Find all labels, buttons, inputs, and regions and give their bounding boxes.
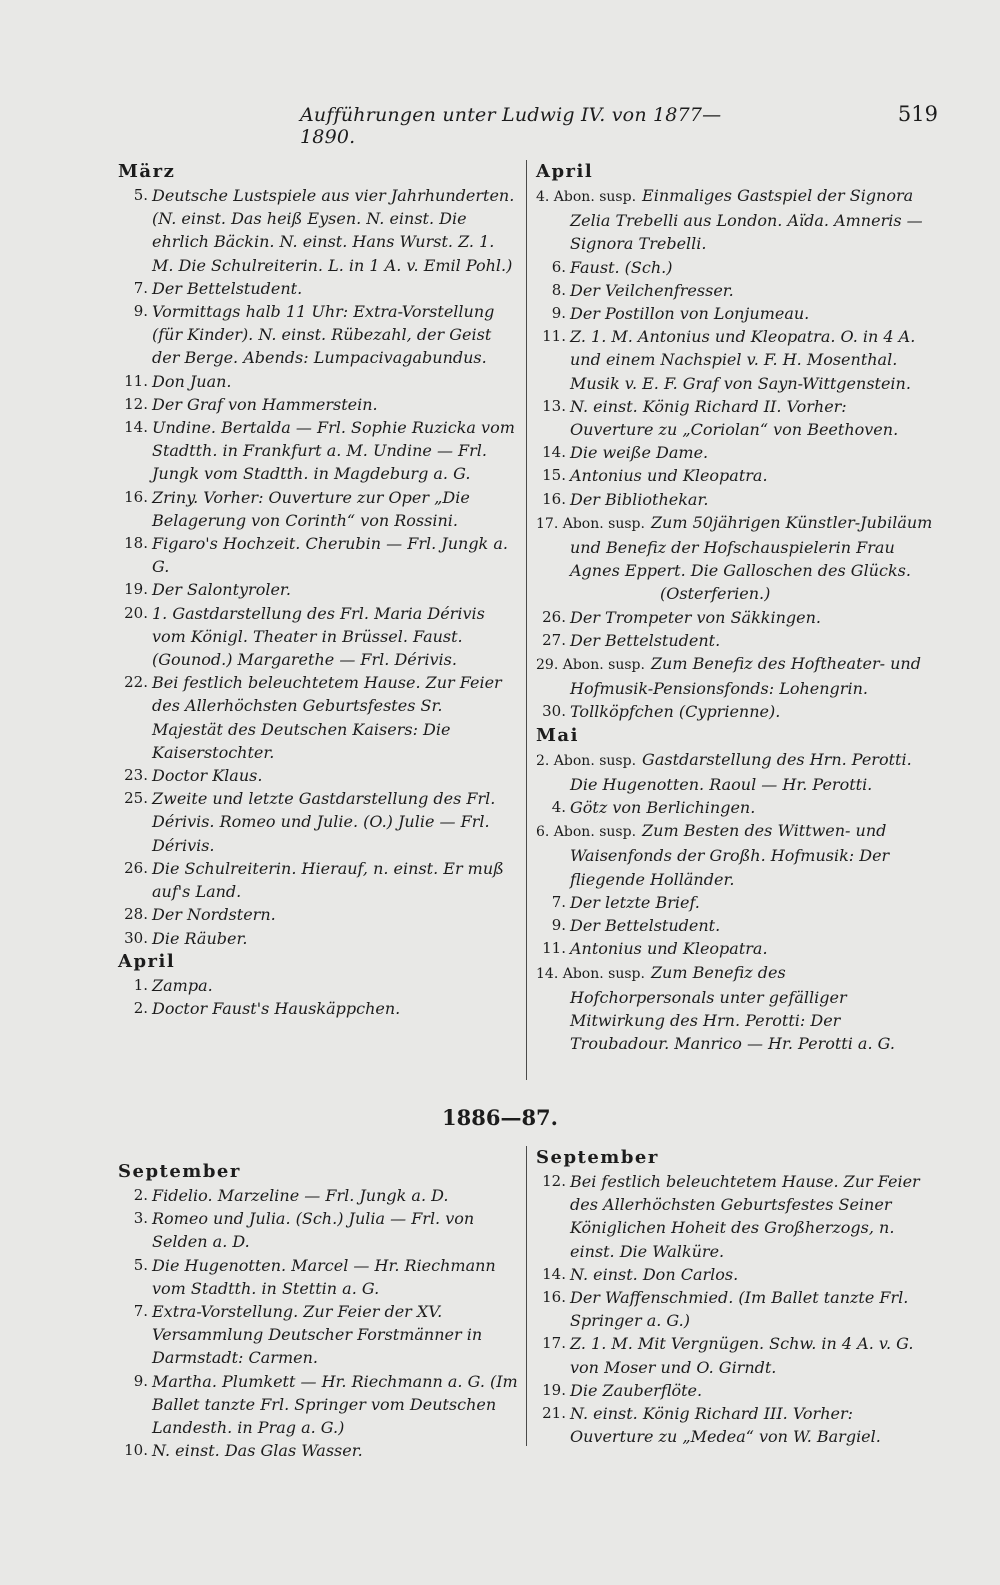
entry-date: 23.	[124, 766, 148, 785]
entry-text: Einmaliges Gastspiel der Signora Zelia Trebelli aus London. Aïda. Amneris — Signora Trebelli.	[570, 186, 923, 254]
entry-text: Romeo und Julia. (Sch.) Julia — Frl. von Selden a. D.	[152, 1209, 475, 1252]
entry-date: 17.	[542, 1334, 566, 1353]
entry-text: Faust. (Sch.)	[570, 257, 673, 277]
month-heading: September	[118, 1161, 241, 1182]
entry-date: 2.	[133, 998, 148, 1017]
entry-date: 10.	[124, 1441, 148, 1460]
entry-date: 17. Abon. susp.	[536, 515, 645, 532]
entry-date: 7.	[551, 892, 566, 911]
entry-text: Doctor Klaus.	[152, 766, 263, 786]
lower-left-column	[118, 1160, 518, 1462]
entry-date: 11.	[542, 327, 566, 346]
performance-entry	[118, 671, 518, 764]
entry-date: 16.	[542, 1288, 566, 1307]
entry-text: Martha. Plumkett — Hr. Riechmann a. G. (Im Ballet tanzte Frl. Springer vom Deutschen Landesth. in Prag a. G.)	[152, 1371, 518, 1438]
performance-entry	[118, 764, 518, 787]
entry-date: 3.	[133, 1209, 148, 1228]
entry-text: Der Bettelstudent.	[152, 278, 303, 298]
entry-date: 5.	[133, 186, 148, 204]
entry-date: 14.	[542, 1264, 566, 1283]
performance-entry	[536, 937, 934, 960]
entry-date: 15.	[542, 466, 566, 485]
entry-date: 14.	[542, 443, 566, 462]
entry-date: 12.	[124, 394, 148, 413]
performance-entry	[118, 927, 518, 950]
entry-text: Deutsche Lustspiele aus vier Jahrhunderten. (N. einst. Das heiß Eysen. N. einst. Die ehrlich Bäckin. N. einst. Hans Wurst. Z. 1. M. Die Schulreiterin. L. in 1 A. v. Emil Pohl.)	[152, 186, 515, 275]
entry-text: Gastdarstellung des Hrn. Perotti. Die Hugenotten. Raoul — Hr. Perotti.	[570, 749, 912, 794]
entry-text: Zum Benefiz des Hofchorpersonals unter gefälliger Mitwirkung des Hrn. Perotti: Der Troubadour. Manrico — Hr. Perotti a. G.	[570, 962, 895, 1054]
performance-entry	[118, 1207, 518, 1253]
entry-text: Der Trompeter von Säkkingen.	[570, 607, 821, 627]
entry-date: 6. Abon. susp.	[536, 824, 637, 841]
performance-entry	[118, 602, 518, 672]
entry-text: Z. 1. M. Mit Vergnügen. Schw. in 4 A. v. G. von Moser und O. Girndt.	[570, 1334, 914, 1377]
performance-entry	[536, 1402, 934, 1448]
entry-date: 30.	[124, 928, 148, 947]
entry-text: 1. Gastdarstellung des Frl. Maria Dérivis vom Königl. Theater in Brüssel. Faust. (Gounod.) Margarethe — Frl. Dérivis.	[152, 603, 485, 670]
entry-date: 11.	[124, 371, 148, 390]
performance-entry	[118, 1439, 518, 1462]
entry-text: Tollköpfchen (Cyprienne).	[570, 702, 781, 722]
performance-entry	[118, 997, 518, 1020]
entry-text: Der Bettelstudent.	[570, 916, 721, 936]
entry-date: 22.	[124, 673, 148, 692]
performance-entry	[118, 1184, 518, 1207]
entry-text: Bei festlich beleuchtetem Hause. Zur Feier des Allerhöchsten Geburtsfestes Seiner Königlichen Hoheit des Großherzogs, n. einst. Die Walküre.	[570, 1172, 920, 1261]
entry-date: 2.	[133, 1186, 148, 1204]
performance-entry	[118, 1300, 518, 1370]
entry-text: Antonius und Kleopatra.	[570, 466, 768, 486]
performance-entry	[536, 1286, 934, 1332]
entry-text: Doctor Faust's Hauskäppchen.	[152, 998, 401, 1018]
entry-date: 7.	[133, 278, 148, 297]
entry-text: Antonius und Kleopatra.	[570, 939, 768, 959]
entry-text: N. einst. Don Carlos.	[570, 1264, 739, 1284]
entry-date: 29. Abon. susp.	[536, 657, 645, 674]
entry-date: 19.	[124, 580, 148, 599]
entry-text: Extra-Vorstellung. Zur Feier der XV. Versammlung Deutscher Forstmänner in Darmstadt: Carmen.	[152, 1302, 483, 1368]
entry-date: 1.	[133, 975, 148, 994]
performance-entry	[118, 393, 518, 416]
page-number: 519	[897, 102, 938, 126]
month-heading: September	[536, 1147, 659, 1168]
entry-date: 4. Abon. susp.	[536, 189, 637, 205]
performance-entry	[536, 511, 934, 583]
performance-entry	[536, 1379, 934, 1402]
entry-text: Der letzte Brief.	[570, 892, 700, 912]
entry-date: 30.	[542, 702, 566, 721]
entry-text: Zum 50jährigen Künstler-Jubiläum und Benefiz der Hofschauspielerin Frau Agnes Eppert. Die Galloschen des Glücks.	[570, 512, 933, 581]
upper-right-column	[536, 160, 934, 1055]
entry-text: Der Bibliothekar.	[570, 489, 709, 509]
performance-entry	[118, 787, 518, 857]
performance-entry	[536, 279, 934, 302]
entry-text: Die Zauberflöte.	[570, 1380, 703, 1400]
entry-text: Der Postillon von Lonjumeau.	[570, 304, 810, 324]
interval-note	[536, 582, 934, 605]
performance-entry	[536, 796, 934, 819]
lower-right-column	[536, 1146, 934, 1448]
performance-entry	[118, 300, 518, 370]
entry-date: 9.	[551, 304, 566, 323]
entry-date: 14. Abon. susp.	[536, 965, 645, 982]
entry-date: 14.	[124, 418, 148, 437]
performance-entry	[118, 1254, 518, 1300]
season-heading: 1886—87.	[442, 1105, 558, 1130]
entry-date: 12.	[542, 1172, 566, 1190]
entry-text: Bei festlich beleuchtetem Hause. Zur Feier des Allerhöchsten Geburtsfestes Sr. Majestät des Deutschen Kaisers: Die Kaiserstochter.	[152, 673, 502, 762]
entry-date: 16.	[542, 489, 566, 508]
entry-text: Der Nordstern.	[152, 905, 276, 925]
entry-date: 26.	[124, 858, 148, 877]
performance-entry	[536, 184, 934, 256]
month-heading: Mai	[536, 724, 579, 746]
entry-date: 16.	[124, 487, 148, 506]
performance-entry	[536, 652, 934, 700]
entry-date: 7.	[133, 1302, 148, 1321]
entry-text: Götz von Berlichingen.	[570, 798, 756, 818]
entry-date: 2. Abon. susp.	[536, 752, 637, 769]
entry-date: 19.	[542, 1380, 566, 1399]
entry-date: 11.	[542, 939, 566, 958]
performance-entry	[118, 1370, 518, 1440]
performance-entry	[536, 1263, 934, 1286]
entry-date: 9.	[133, 1371, 148, 1390]
entry-text: Zweite und letzte Gastdarstellung des Frl. Dérivis. Romeo und Julie. (O.) Julie — Frl. Dérivis.	[152, 789, 496, 855]
entry-text: Figaro's Hochzeit. Cherubin — Frl. Jungk a. G.	[152, 534, 508, 577]
entry-date: 5.	[133, 1255, 148, 1274]
performance-entry	[536, 914, 934, 937]
entry-date: 27.	[542, 630, 566, 649]
performance-entry	[536, 325, 934, 395]
month-heading: März	[118, 161, 176, 182]
month-heading: April	[536, 161, 594, 182]
performance-entry	[536, 256, 934, 279]
column-divider-upper	[526, 160, 527, 1080]
performance-entry	[118, 184, 518, 277]
performance-entry	[536, 606, 934, 629]
entry-text: Der Salontyroler.	[152, 580, 291, 600]
entry-text: N. einst. König Richard II. Vorher: Ouverture zu „Coriolan“ von Beethoven.	[570, 396, 899, 440]
running-header: Aufführungen unter Ludwig IV. von 1877—1890.	[300, 104, 722, 148]
month-heading: April	[118, 950, 176, 972]
performance-entry	[536, 961, 934, 1056]
performance-entry	[536, 629, 934, 652]
entry-text: Die Schulreiterin. Hierauf, n. einst. Er muß auf's Land.	[152, 858, 504, 902]
performance-entry	[536, 819, 934, 891]
entry-text: Zum Benefiz des Hoftheater- und Hofmusik-Pensionsfonds: Lohengrin.	[570, 654, 921, 699]
entry-text: Der Veilchenfresser.	[570, 280, 734, 300]
performance-entry	[118, 532, 518, 578]
entry-date: 9.	[133, 302, 148, 321]
entry-date: 18.	[124, 534, 148, 553]
entry-text: Zampa.	[152, 975, 213, 995]
upper-left-column	[118, 160, 518, 1020]
performance-entry	[118, 578, 518, 601]
performance-entry	[536, 700, 934, 723]
entry-text: Vormittags halb 11 Uhr: Extra-Vorstellung (für Kinder). N. einst. Rübezahl, der Geist der Berge. Abends: Lumpacivagabundus.	[152, 302, 495, 368]
entry-text: N. einst. Das Glas Wasser.	[152, 1441, 363, 1461]
entry-date: 4.	[551, 798, 566, 817]
entry-date: 21.	[542, 1404, 566, 1423]
entry-date: 26.	[542, 607, 566, 626]
entry-text: Fidelio. Marzeline — Frl. Jungk a. D.	[152, 1186, 449, 1205]
entry-text: Undine. Bertalda — Frl. Sophie Ruzicka vom Stadtth. in Frankfurt a. M. Undine — Frl. Jungk vom Stadtth. in Magdeburg a. G.	[152, 418, 515, 484]
entry-text: Zriny. Vorher: Ouverture zur Oper „Die Belagerung von Corinth“ von Rossini.	[152, 487, 470, 530]
entry-date: 6.	[551, 257, 566, 276]
performance-entry	[536, 1332, 934, 1378]
performance-entry	[536, 441, 934, 464]
entry-text: N. einst. König Richard III. Vorher: Ouverture zu „Medea“ von W. Bargiel.	[570, 1404, 881, 1447]
column-divider-lower	[526, 1146, 527, 1446]
performance-entry	[118, 277, 518, 300]
performance-entry	[536, 395, 934, 441]
entry-text: Die weiße Dame.	[570, 443, 709, 463]
entry-date: 9.	[551, 916, 566, 935]
performance-entry	[118, 857, 518, 903]
performance-entry	[536, 488, 934, 511]
performance-entry	[118, 903, 518, 926]
entry-date: 25.	[124, 789, 148, 808]
performance-entry	[118, 370, 518, 393]
performance-entry	[536, 748, 934, 796]
entry-text: Don Juan.	[152, 371, 232, 391]
entry-text: Der Waffenschmied. (Im Ballet tanzte Frl. Springer a. G.)	[570, 1288, 909, 1331]
performance-entry	[118, 974, 518, 997]
entry-text: Z. 1. M. Antonius und Kleopatra. O. in 4 A. und einem Nachspiel v. F. H. Mosenthal. Musik v. E. F. Graf von Sayn-Wittgenstein.	[570, 327, 916, 393]
performance-entry	[536, 1170, 934, 1263]
entry-text: Die Hugenotten. Marcel — Hr. Riechmann vom Stadtth. in Stettin a. G.	[152, 1255, 496, 1298]
entry-text: Zum Besten des Wittwen- und Waisenfonds der Großh. Hofmusik: Der fliegende Holländer.	[570, 821, 890, 889]
entry-text: Die Räuber.	[152, 928, 248, 948]
entry-text: Der Bettelstudent.	[570, 630, 721, 650]
performance-entry	[536, 464, 934, 487]
entry-date: 13.	[542, 396, 566, 415]
performance-entry	[118, 416, 518, 486]
performance-entry	[536, 302, 934, 325]
entry-date: 28.	[124, 905, 148, 924]
entry-text: Der Graf von Hammerstein.	[152, 394, 378, 414]
entry-text: (Osterferien.)	[660, 584, 771, 604]
performance-entry	[536, 891, 934, 914]
entry-date: 8.	[551, 280, 566, 299]
performance-entry	[118, 486, 518, 532]
entry-date: 20.	[124, 603, 148, 622]
